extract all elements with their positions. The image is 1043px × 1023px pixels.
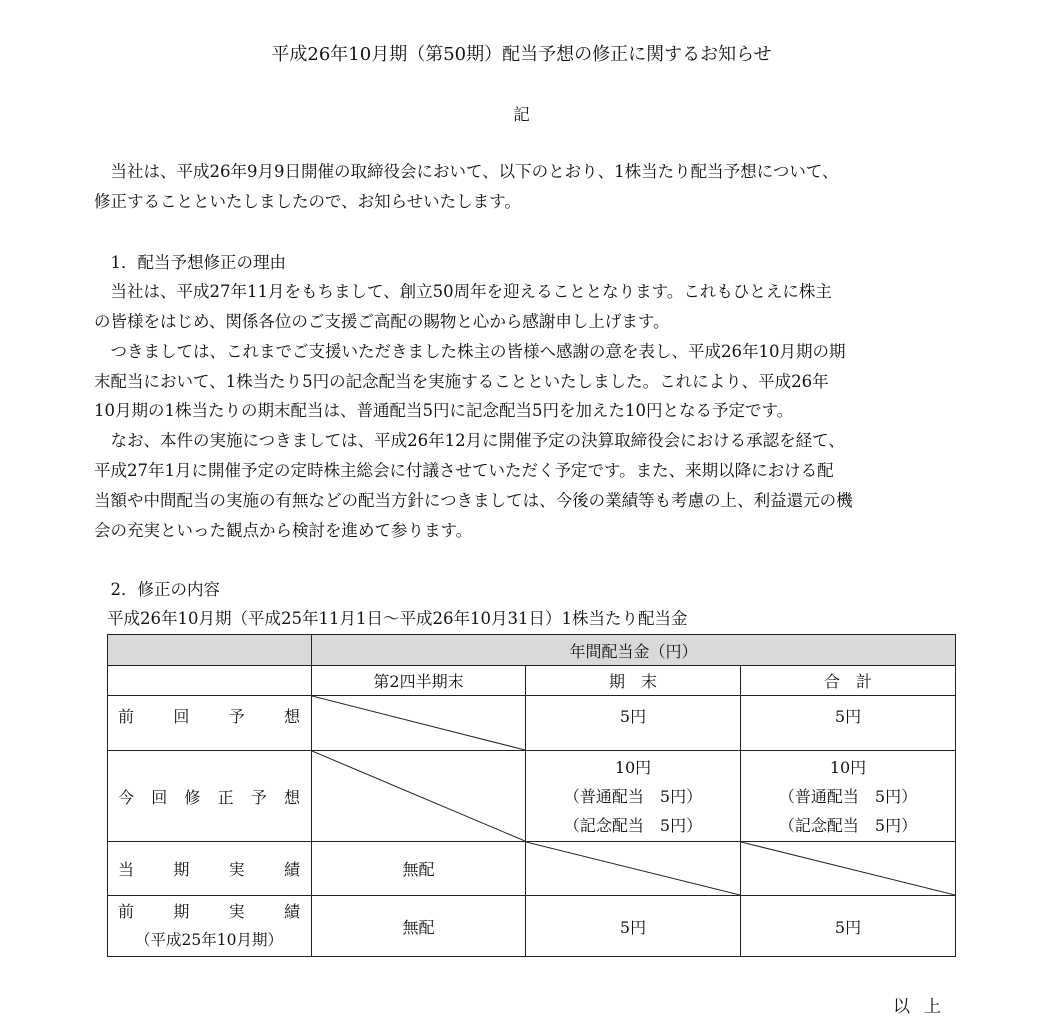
intro-line-1: 当社は、平成26年9月9日開催の取締役会において、以下のとおり、1株当たり配当予想について、	[110, 162, 839, 181]
page-title: 平成26年10月期（第50期）配当予想の修正に関するお知らせ	[271, 44, 772, 65]
revised-total-memorial: （記念配当 5円）	[778, 815, 918, 835]
row-sublabel: （平成25年10月期）	[135, 931, 283, 949]
row-label-prev	[108, 696, 312, 751]
revised-end-normal: （普通配当 5円）	[563, 786, 703, 806]
current-q2-cell: 無配	[312, 842, 526, 896]
section1-line: つきましては、これまでご支援いただきました株主の皆様へ感謝の意を表し、平成26年10月期の期	[110, 342, 846, 361]
group-header: 年間配当金（円）	[312, 635, 956, 666]
revised-end-cell	[526, 751, 741, 842]
subheader-blank-cell	[108, 666, 312, 696]
section1-heading: 1．配当予想修正の理由	[110, 253, 286, 272]
section2-heading: 2．修正の内容	[110, 580, 220, 599]
section1-line: 当額や中間配当の実施の有無などの配当方針につきましては、今後の業績等も考慮の上、利益還元の機	[94, 491, 853, 510]
diagonal-cell	[312, 751, 526, 842]
closing-text: 以上	[893, 997, 955, 1017]
ki-marker: 記	[513, 105, 530, 124]
section1-line: の皆様をはじめ、関係各位のご支援ご高配の賜物と心から感謝申し上げます。	[94, 312, 670, 331]
diagonal-line	[312, 751, 525, 841]
diagonal-cell	[312, 696, 526, 751]
last-total-cell: 5円	[741, 896, 956, 957]
revised-total-value: 10円	[829, 757, 867, 777]
diagonal-cell	[741, 842, 956, 896]
header-blank-cell	[108, 635, 312, 666]
col-total-header: 合 計	[741, 666, 956, 696]
col-q2-header: 第2四半期末	[312, 666, 526, 696]
row-label-current	[108, 842, 312, 896]
revised-end-value: 10円	[614, 757, 652, 777]
row-label-text: 当 期 実 績	[118, 860, 300, 879]
section1-line: 当社は、平成27年11月をもちまして、創立50周年を迎えることとなります。これもひとえに株主	[110, 282, 832, 301]
table-caption: 平成26年10月期（平成25年11月1日～平成26年10月31日）1株当たり配当金	[107, 609, 688, 628]
diagonal-cell	[526, 842, 741, 896]
prev-end-cell: 5円	[526, 696, 741, 751]
diagonal-line	[526, 842, 740, 895]
revised-total-cell	[741, 751, 956, 842]
section1-line: 会の充実といった観点から検討を進めて参ります。	[94, 521, 473, 540]
section1-line: 平成27年1月に開催予定の定時株主総会に付議させていただく予定です。また、来期以降における配	[94, 461, 834, 480]
intro-line-2: 修正することといたしましたので、お知らせいたします。	[94, 192, 521, 211]
row-label-revised	[108, 751, 312, 842]
col-end-header: 期 末	[526, 666, 741, 696]
last-q2-cell: 無配	[312, 896, 526, 957]
revised-total-normal: （普通配当 5円）	[778, 786, 918, 806]
row-label-last	[108, 896, 312, 957]
row-label-text: 前 期 実 績	[118, 902, 300, 921]
diagonal-line	[741, 842, 955, 895]
section1-line: 末配当において、1株当たり5円の記念配当を実施することといたしました。これにより、平成26年	[94, 372, 829, 391]
diagonal-line	[312, 696, 525, 750]
last-end-cell: 5円	[526, 896, 741, 957]
revised-end-memorial: （記念配当 5円）	[563, 815, 703, 835]
section1-line: 10月期の1株当たりの期末配当は、普通配当5円に記念配当5円を加えた10円となる予定です。	[94, 401, 794, 420]
section1-line: なお、本件の実施につきましては、平成26年12月に開催予定の決算取締役会における承認を経て、	[110, 431, 845, 450]
row-label-text: 今 回 修 正 予 想	[118, 787, 300, 807]
row-label-text: 前 回 予 想	[118, 707, 300, 726]
prev-total-cell: 5円	[741, 696, 956, 751]
dividend-table	[107, 634, 956, 957]
